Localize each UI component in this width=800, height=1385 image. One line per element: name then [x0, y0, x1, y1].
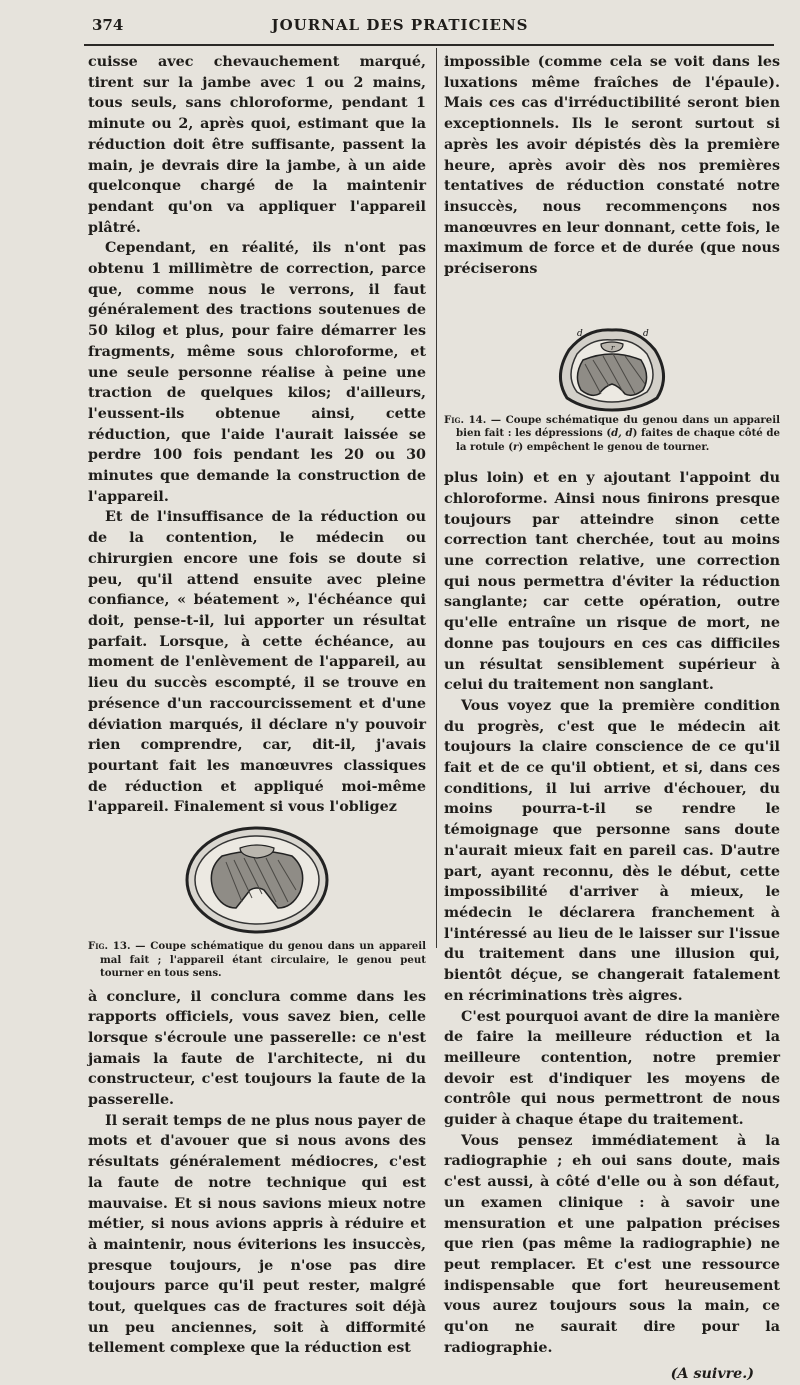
knee-cross-section-well-made-cast-illustration: [547, 320, 677, 412]
figure-14-caption-end: ) empêchent le genou de tourner.: [518, 440, 710, 453]
figure-14-caption: [444, 414, 780, 455]
paragraph: Vous voyez que la première condition du progrès, c'est que le médecin ait toujours la claire conscience de ce qu'il fait et de ce qu'il obtient, et si, dans ces conditions, il lui arrive d'échouer, du moins pourra-t-il se rendre le témoignage que personne sans doute n'aurait mieux fait en pareil cas. D'autre part, ayant reconnu, dès le début, cette impossibilité d'arriver à mieux, le médecin le déclarera franchement à l'intéressé au lieu de le laisser sur l'issue du traitement dans une illusion qui, bientôt déçue, se changerait fatalement en récriminations très aigres.: [444, 697, 780, 1004]
patella-letter: r: [611, 343, 615, 352]
depression-letter-left: d: [577, 328, 583, 339]
figure-14-caption-r: r: [513, 440, 519, 453]
journal-title: JOURNAL DES PRATICIENS: [271, 16, 529, 34]
paragraph: Il serait temps de ne plus nous payer de mots et d'avouer que si nous avons des résultats généralement médiocres, c'est la faute de notre technique qui est mauvaise. Et si nous savions mieux notre métier, si nous avions appris à réduire et à maintenir, nous éviterions les insuccès, presque toujours, je n'ose pas dire toujours parce qu'il peut rester, malgré tout, quelques cas de fractures soit déjà un peu anciennes, soit à difformité tellement complexe que la réduction est: [88, 1112, 426, 1357]
figure-14-caption-mid: ) faites de chaque côté de la rotule (: [456, 427, 780, 453]
left-column: [88, 52, 426, 1359]
figure-13-caption-text: — Coupe schématique du genou dans un appareil mal fait ; l'appareil étant circulaire, le genou peut tourner en tous sens.: [100, 940, 427, 980]
column-divider: [436, 48, 437, 948]
figure-13: [88, 822, 426, 981]
paragraph: C'est pourquoi avant de dire la manière de faire la meilleure réduction et la meilleure contention, notre premier devoir est d'indiquer les moyens de contrôle qui nous permettront de nous guider à chaque étape du traitement.: [444, 1008, 780, 1129]
figure-14-caption-lead: — Coupe schématique du genou dans un appareil bien fait : les dépressions (: [456, 413, 781, 440]
knee-cross-section-circular-cast-illustration: [182, 822, 332, 938]
figure-14: [444, 320, 780, 455]
paragraph: Et de l'insuffisance de la réduction ou de la contention, le médecin ou chirurgien encore une fois se doute si peu, qu'il attend ensuite avec pleine confiance, « béatement », l'échéance qui doit, pense-t-il, lui apporter un résultat parfait. Lorsque, à cette échéance, au moment de l'enlèvement de l'appareil, au lieu du succès escompté, il se trouve en présence d'un raccourcissement et d'une déviation marqués, il déclare n'y pouvoir rien comprendre, car, dit-il, j'avais pourtant fait les manœuvres classiques de réduction et appliqué moi-même l'appareil. Finalement si vous l'obligez: [88, 509, 426, 816]
figure-13-label: Fig. 13.: [88, 940, 131, 953]
figure-13-caption: [88, 940, 426, 981]
paragraph: impossible (comme cela se voit dans les luxations même fraîches de l'épaule). Mais ces cas d'irréductibilité seront bien exceptionnels. Ils le seront surtout si après les avoir dépistés dès la première heure, après avoir dès nos premières tentatives de réduction constaté notre insuccès, nous recommençons nos manœuvres en leur donnant, cette fois, le maximum de force et de durée (que nous préciserons: [444, 54, 780, 278]
right-column: [444, 52, 780, 1385]
paragraph: cuisse avec chevauchement marqué, tirent sur la jambe avec 1 ou 2 mains, tous seuls, sans chloroforme, pendant 1 minute ou 2, après quoi, estimant que la réduction doit être suffisante, passent la main, je devrais dire la jambe, à un aide quelconque chargé de la maintenir pendant qu'on va appliquer l'appareil plâtré.: [88, 54, 426, 236]
paragraph: plus loin) et en y ajoutant l'appoint du chloroforme. Ainsi nous finirons presque toujours par atteindre sinon cette correction tant cherchée, tout au moins une correction relative, une correction qui nous permettra d'éviter la réduction sanglante; car cette opération, outre qu'elle entraîne un risque de mort, ne donne pas toujours en ces cas difficiles un résultat sensiblement supérieur à celui du traitement non sanglant.: [444, 470, 780, 694]
to-be-continued: (A suivre.): [670, 1366, 754, 1383]
figure-14-label: Fig. 14.: [444, 413, 487, 426]
paragraph: Vous pensez immédiatement à la radiographie ; eh oui sans doute, mais c'est aussi, à côté d'elle ou à son défaut, un examen clinique : à savoir une mensuration et une palpation précises que rien (pas même la radiographie) ne peut remplacer. Et c'est une ressource indispensable que fort heureusement vous aurez toujours sous la main, ce qu'on ne saurait dire pour la radiographie.: [444, 1132, 780, 1356]
paragraph: Cependant, en réalité, ils n'ont pas obtenu 1 millimètre de correction, parce que, comme nous le verrons, il faut généralement des tractions soutenues de 50 kilog et plus, pour faire démarrer les fragments, même sous chloroforme, et une seule personne réalise à peine une traction de quelques kilos; d'ailleurs, l'eussent-ils obtenue ainsi, cette réduction, que l'aide l'aurait laissée se perdre 100 fois pendant les 20 ou 30 minutes que demande la construction de l'appareil.: [88, 240, 426, 505]
depression-letter-right: d: [643, 328, 649, 339]
header-rule: [84, 44, 774, 46]
page-header: [0, 14, 800, 38]
page-number: 374: [92, 16, 124, 34]
figure-14-caption-d: d, d: [611, 427, 633, 440]
paragraph: à conclure, il conclura comme dans les rapports officiels, vous savez bien, celle lorsque s'écroule une passerelle: ce n'est jamais la faute de l'architecte, ni du constructeur, c'est toujours la faute de la passerelle.: [88, 988, 426, 1109]
